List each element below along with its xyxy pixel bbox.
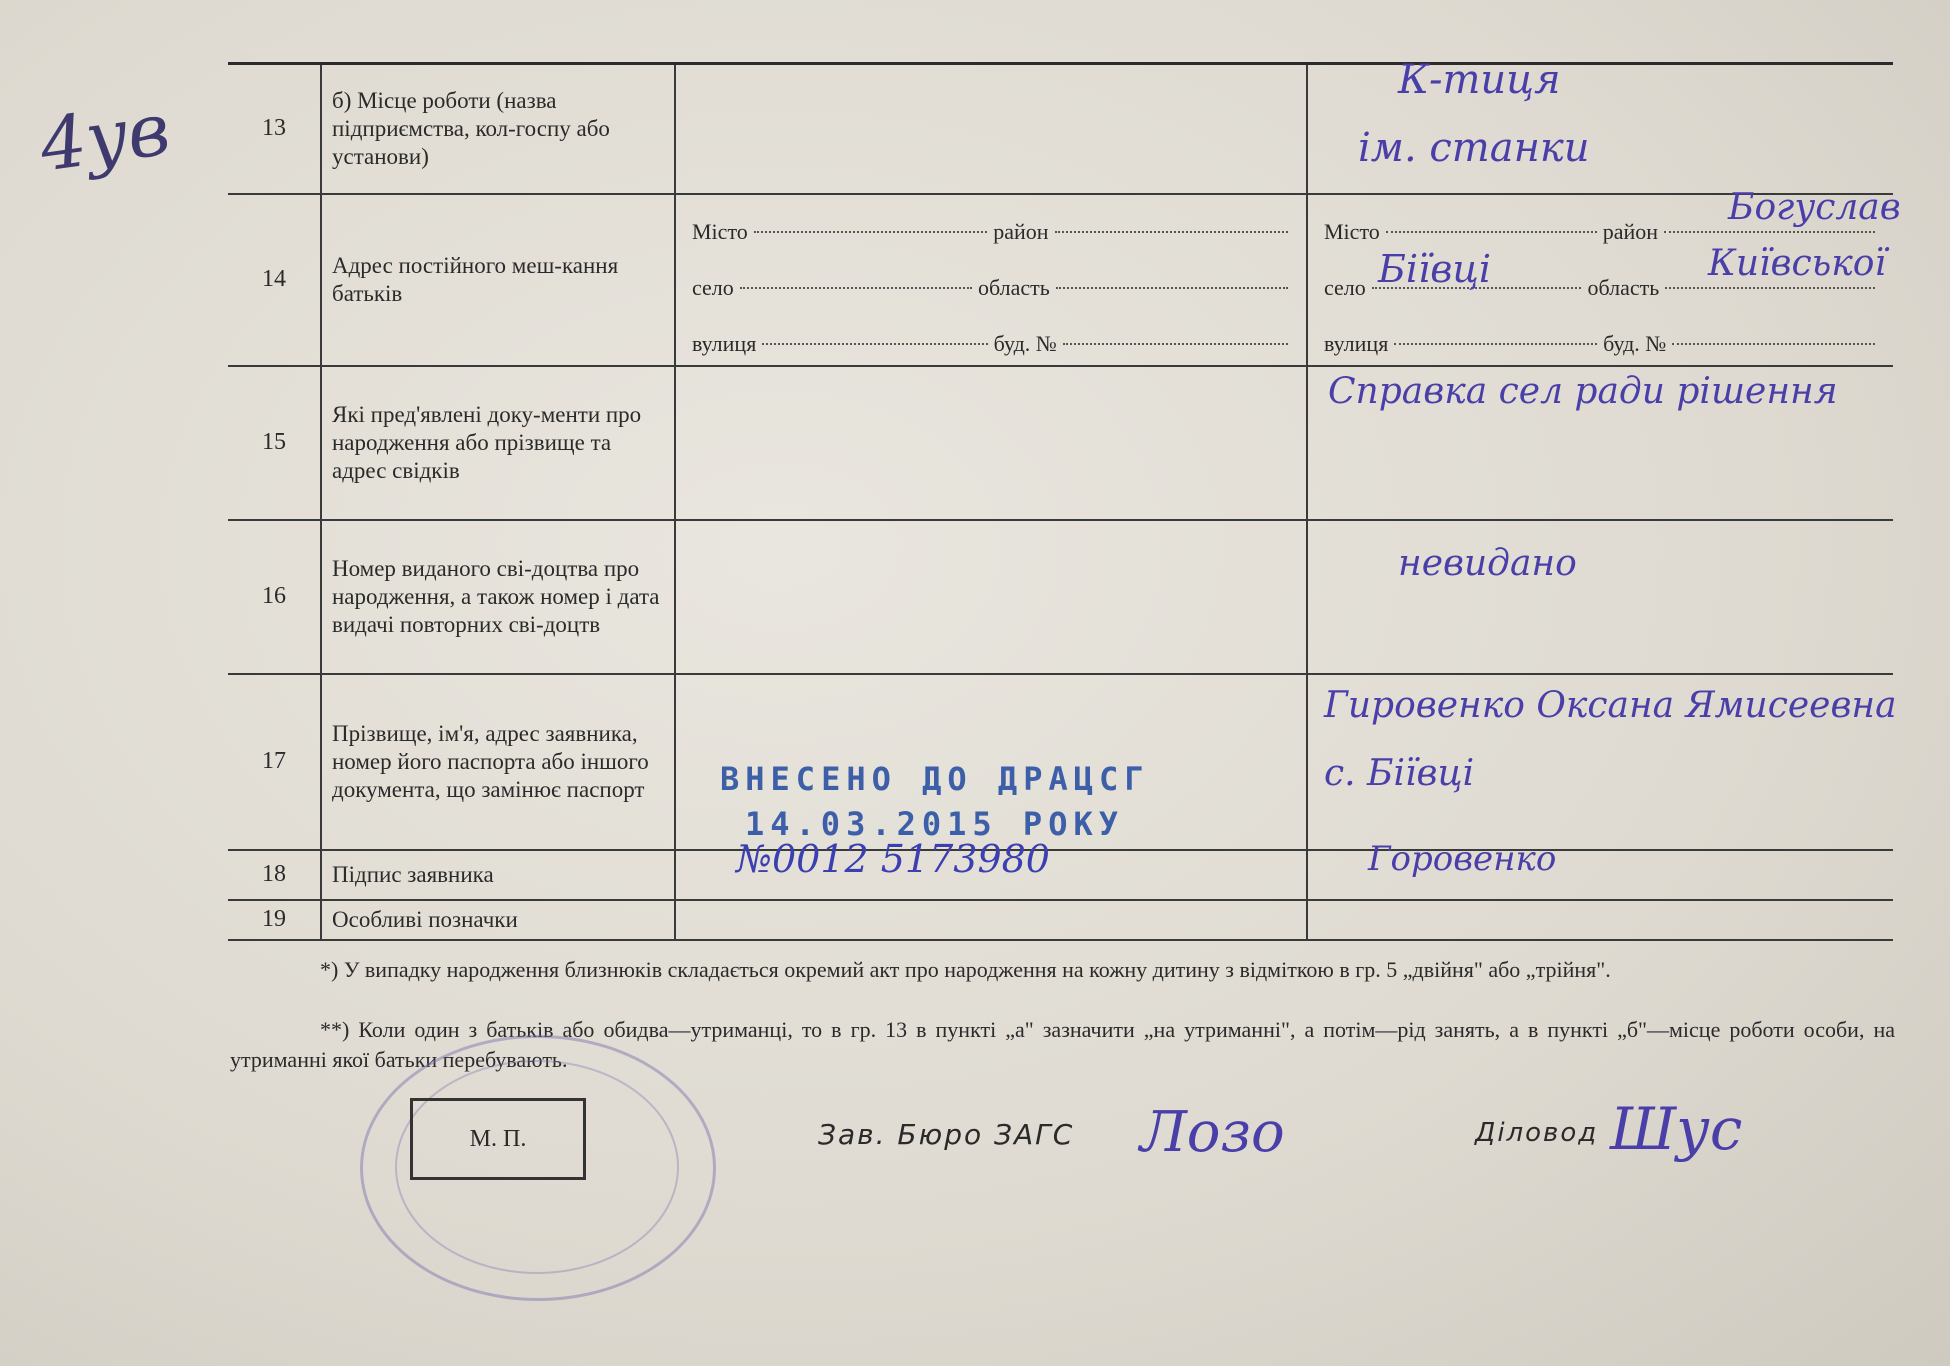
table-row [228,366,1893,520]
cell-col-b [1307,674,1897,850]
cell-col-a [675,836,1307,900]
row-label: Підпис заявника [321,850,675,900]
handwritten-number: №0012 5173980 [736,836,1050,881]
region-label: область [977,274,1050,300]
row-number: 18 [228,850,321,900]
handwritten-text: К-тиця [1398,57,1561,103]
handwritten-text: с. Біївці [1324,752,1475,794]
cell-col-b [1307,838,1893,900]
cell-col-a [675,366,1307,520]
row-label: Прізвище, ім'я, адрес заявника, номер його паспорта або іншого документа, що замінює паспорт [321,674,675,850]
cell-col-b [1307,57,1893,194]
village-label: село [1324,274,1366,300]
street-label: вулиця [1324,330,1389,356]
cell-col-a [675,64,1307,194]
table-row [228,900,1893,940]
cell-col-b [1307,900,1893,940]
footnote-2: **) Коли один з батьків або обидва—утриманці, то в гр. 13 в пункті „а" зазначити „на утриманні", а потім—рід занять, а в пункті „б"—місце роботи особи, на утриманні якої батьки перебувають. [230,1017,1895,1072]
footnote-1: *) У випадку народження близнюків складається окремий акт про народження на кожну дитину з відміткою в гр. 5 „двійня" або „трійня". [320,957,1611,982]
cell-col-a [675,520,1307,674]
row-number: 14 [228,194,321,366]
row-label: б) Місце роботи (назва підприємства, кол-госпу або установи) [321,64,675,194]
row-number: 13 [228,64,321,194]
address-cell-b [1307,186,1901,366]
row-label: Адрес постійного меш-кання батьків [321,194,675,366]
row-label: Особливі позначки [321,900,675,940]
house-label: буд. № [1603,330,1667,356]
house-label: буд. № [993,330,1057,356]
handwritten-text: невидано [1398,542,1577,584]
cell-col-a [675,900,1307,940]
row-number: 15 [228,366,321,520]
district-label: район [993,218,1049,244]
row-label: Які пред'явлені доку-менти про народження або прізвище та адрес свідків [321,366,675,520]
handwritten-text: ім. станки [1358,125,1590,171]
row-number: 16 [228,520,321,674]
registry-stamp-line2: 14.03.2015 РОКУ [745,805,1124,843]
clerk-signature: Шус [1610,1095,1743,1163]
handwritten-text: Біївці [1378,246,1492,291]
city-label: Місто [692,218,748,244]
cell-col-b [1307,366,1893,520]
head-label: Зав. Бюро ЗАГС [818,1118,1075,1151]
address-cell-a [675,194,1307,366]
clerk-label: Діловод [1475,1118,1599,1148]
table-row [228,64,1893,194]
seal-place-box: М. П. [410,1098,586,1180]
region-label: область [1587,274,1660,300]
head-signature: Лозо [1140,1100,1285,1165]
city-label: Місто [1324,218,1380,244]
table-row [228,194,1893,366]
handwritten-text: Гировенко Оксана Ямисеевна [1324,684,1897,726]
table-row [228,520,1893,674]
handwritten-signature: Горовенко [1368,838,1557,879]
district-label: район [1602,218,1659,244]
handwritten-text: Богуслав [1728,186,1901,228]
margin-note: 4ув [34,86,175,188]
row-number: 19 [228,900,321,940]
table-row [228,850,1893,900]
handwritten-text: Справка сел ради рішення [1328,370,1838,412]
handwritten-text: Київської [1708,242,1886,284]
cell-col-b [1307,520,1893,674]
street-label: вулиця [692,330,757,356]
row-label: Номер виданого сві-доцтва про народження, а також номер і дата видачі повторних сві-доцтв [321,520,675,674]
village-label: село [692,274,734,300]
registry-stamp-line1: ВНЕСЕНО ДО ДРАЦСГ [720,760,1150,798]
row-number: 17 [228,674,321,850]
